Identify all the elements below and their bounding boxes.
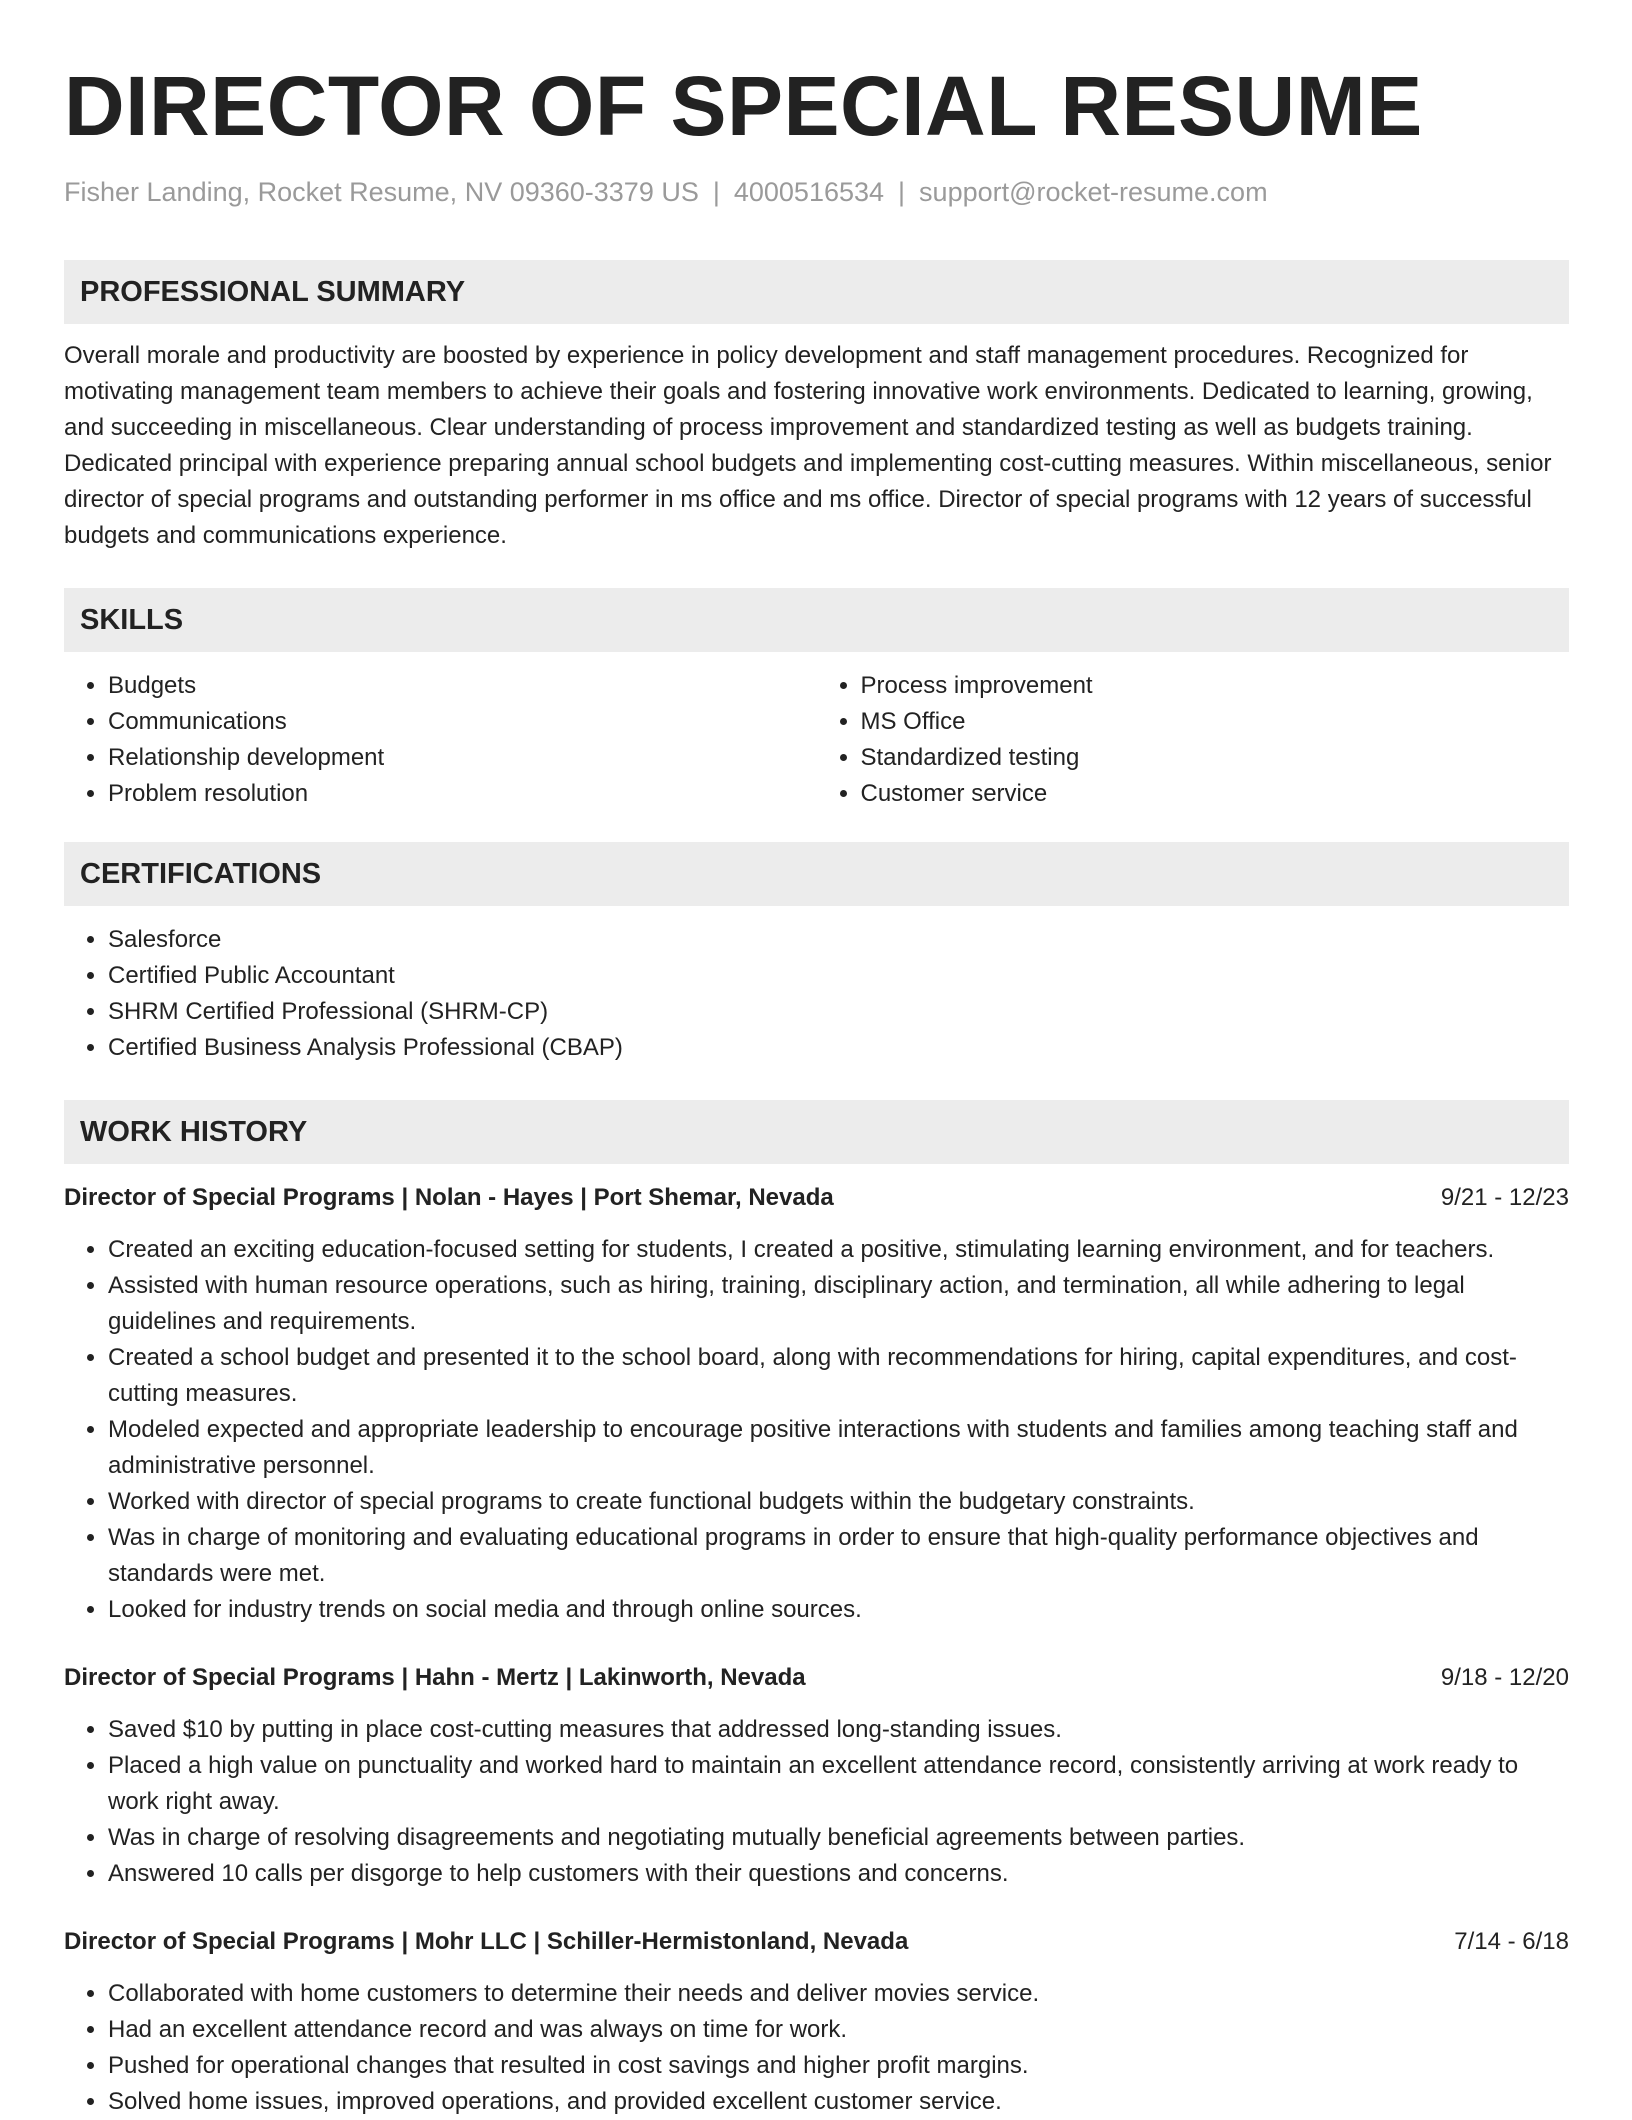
summary-heading: PROFESSIONAL SUMMARY [64, 260, 1569, 324]
resume-title: DIRECTOR OF SPECIAL RESUME [64, 59, 1423, 153]
job-bullet: • Solved home issues, improved operations, and provided excellent customer service. [108, 2084, 1569, 2120]
job-header [64, 1660, 1569, 1696]
skill-item: • MS Office [861, 704, 1570, 740]
certifications-heading: CERTIFICATIONS [64, 842, 1569, 906]
certification-item: • SHRM Certified Professional (SHRM-CP) [108, 994, 1569, 1030]
job-dates: 9/21 - 12/23 [1440, 1184, 1569, 1211]
job-dates: 7/14 - 6/18 [1454, 1928, 1569, 1955]
contact-address: Fisher Landing, Rocket Resume, NV 09360-3379 US [64, 177, 699, 207]
job-bullet: • Pushed for operational changes that resulted in cost savings and higher profit margins. [108, 2048, 1569, 2084]
job-header [64, 1924, 1569, 1960]
skills-left-list [64, 668, 817, 812]
resume-page [64, 58, 1569, 2120]
certification-item: • Salesforce [108, 922, 1569, 958]
contact-line [64, 176, 1569, 208]
job-bullet: • Modeled expected and appropriate leadership to encourage positive interactions with students and families among teaching staff and administrative personnel. [108, 1412, 1569, 1484]
work-history-heading: WORK HISTORY [64, 1100, 1569, 1164]
job-title: Director of Special Programs | Nolan - Hayes | Port Shemar, Nevada [64, 1184, 834, 1211]
job-bullet: • Collaborated with home customers to determine their needs and deliver movies service. [108, 1976, 1569, 2012]
job-bullet: • Saved $10 by putting in place cost-cutting measures that addressed long-standing issues. [108, 1712, 1569, 1748]
job-bullet: • Was in charge of monitoring and evaluating educational programs in order to ensure that high-quality performance objectives and standards were met. [108, 1520, 1569, 1592]
skills-right-list [817, 668, 1570, 812]
job-bullet: • Created a school budget and presented it to the school board, along with recommendations for hiring, capital expenditures, and cost-cutting measures. [108, 1340, 1569, 1412]
job-bullet: • Worked with director of special programs to create functional budgets within the budgetary constraints. [108, 1484, 1569, 1520]
skills-columns [64, 668, 1569, 812]
job-bullet: • Created an exciting education-focused setting for students, I created a positive, stimulating learning environment, and for teachers. [108, 1232, 1569, 1268]
contact-separator: | [712, 177, 720, 207]
job-entry [64, 1924, 1569, 2120]
job-bullet: • Had an excellent attendance record and was always on time for work. [108, 2012, 1569, 2048]
job-entry [64, 1180, 1569, 1628]
certification-item: • Certified Business Analysis Professional (CBAP) [108, 1030, 1569, 1066]
skills-heading: SKILLS [64, 588, 1569, 652]
contact-phone: 4000516534 [733, 177, 885, 207]
skill-item: • Customer service [861, 776, 1570, 812]
job-header [64, 1180, 1569, 1216]
job-bullet: • Looked for industry trends on social media and through online sources. [108, 1592, 1569, 1628]
skill-item: • Relationship development [108, 740, 817, 776]
certifications-list [64, 922, 1569, 1066]
certification-item: • Certified Public Accountant [108, 958, 1569, 994]
skill-item: • Budgets [108, 668, 817, 704]
summary-text: Overall morale and productivity are boosted by experience in policy development and staff management procedures. Recognized for motivating management team members to achieve their goals and fostering innovative work environments. Dedicated to learning, growing, and succeeding in miscellaneous. Clear understanding of process improvement and standardized testing as well as budgets training. Dedicated principal with experience preparing annual school budgets and implementing cost-cutting measures. Within miscellaneous, senior director of special programs and outstanding performer in ms office and ms office. Director of special programs with 12 years of successful budgets and communications experience. [64, 342, 1552, 549]
skill-item: • Problem resolution [108, 776, 817, 812]
skill-item: • Process improvement [861, 668, 1570, 704]
job-title: Director of Special Programs | Mohr LLC | Schiller-Hermistonland, Nevada [64, 1928, 909, 1955]
job-bullets [64, 1712, 1569, 1892]
contact-separator: | [898, 177, 906, 207]
skill-item: • Standardized testing [861, 740, 1570, 776]
skill-item: • Communications [108, 704, 817, 740]
job-bullets [64, 1232, 1569, 1628]
contact-email: support@rocket-resume.com [919, 177, 1268, 207]
job-bullet: • Assisted with human resource operations, such as hiring, training, disciplinary action, and termination, all while adhering to legal guidelines and requirements. [108, 1268, 1569, 1340]
job-bullet: • Answered 10 calls per disgorge to help customers with their questions and concerns. [108, 1856, 1569, 1892]
job-bullet: • Was in charge of resolving disagreements and negotiating mutually beneficial agreements between parties. [108, 1820, 1569, 1856]
job-title: Director of Special Programs | Hahn - Mertz | Lakinworth, Nevada [64, 1664, 806, 1691]
job-bullet: • Placed a high value on punctuality and worked hard to maintain an excellent attendance record, consistently arriving at work ready to work right away. [108, 1748, 1569, 1820]
job-entry [64, 1660, 1569, 1892]
job-dates: 9/18 - 12/20 [1440, 1664, 1569, 1691]
job-bullets [64, 1976, 1569, 2120]
